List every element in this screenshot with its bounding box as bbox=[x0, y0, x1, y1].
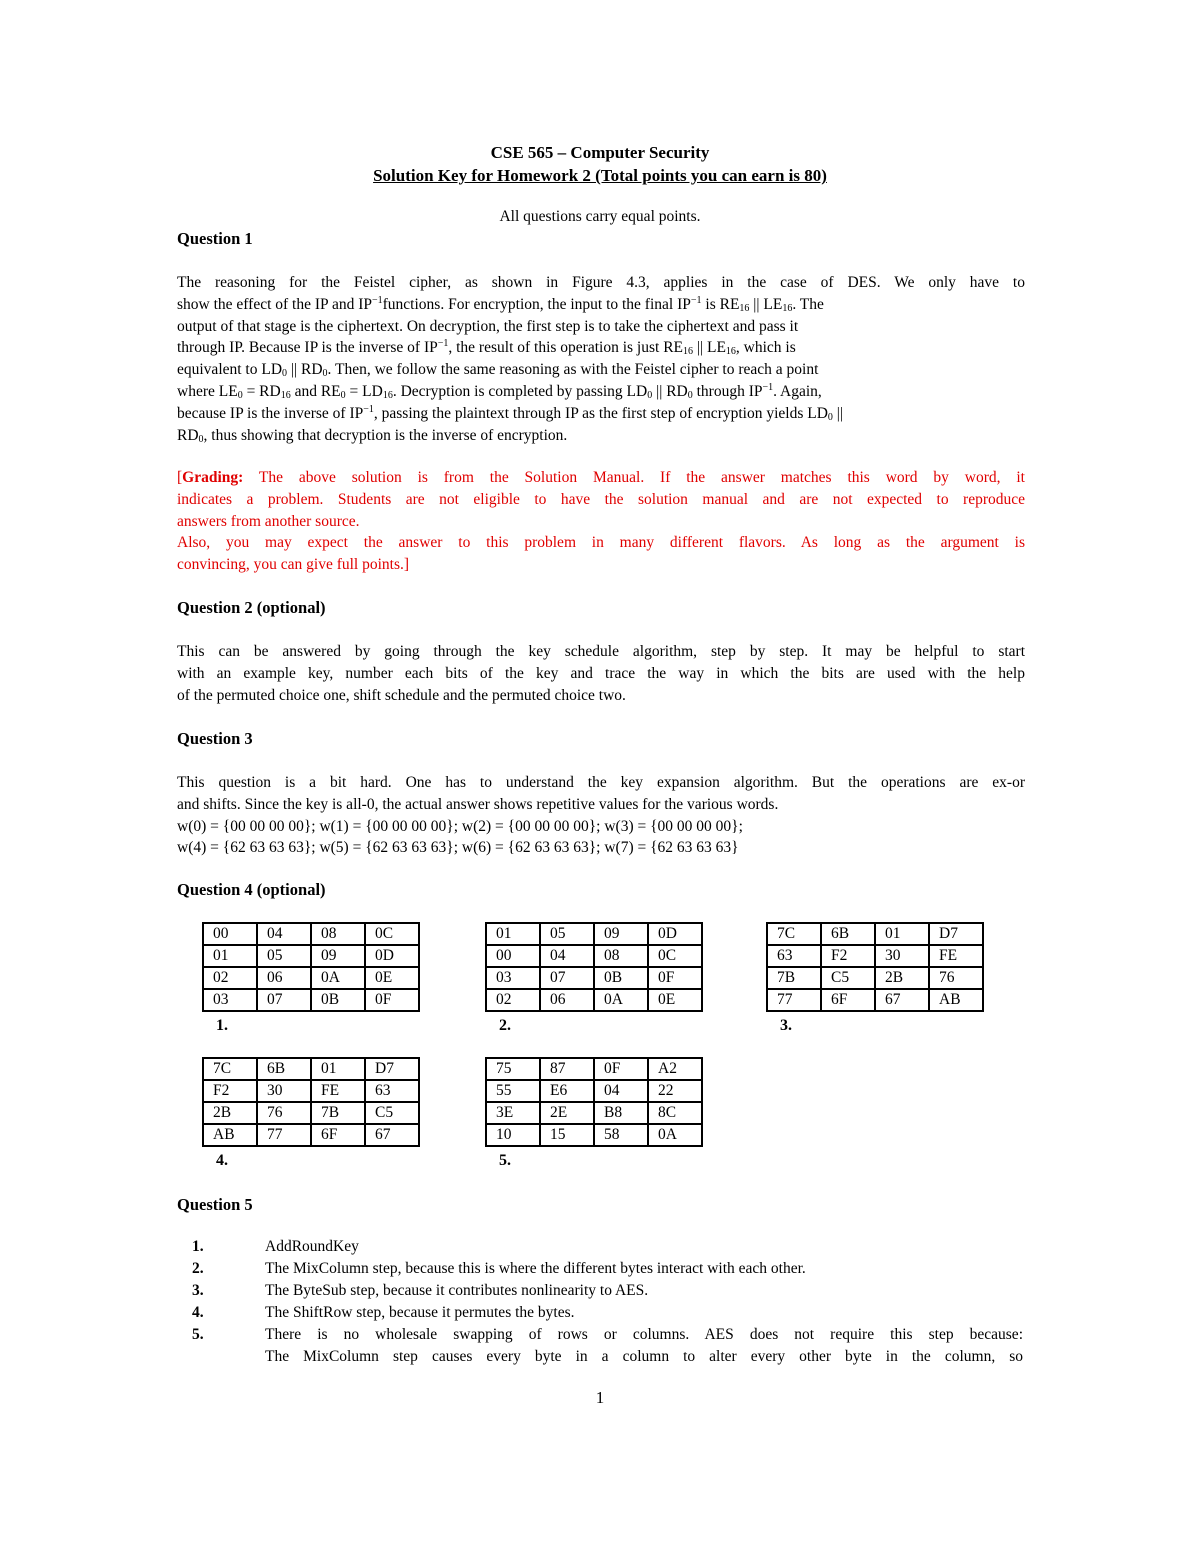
table-cell: D7 bbox=[930, 924, 982, 944]
table-cell: 75 bbox=[487, 1059, 539, 1079]
table-cell: 01 bbox=[312, 1059, 364, 1079]
course-title: CSE 565 – Computer Security bbox=[490, 143, 710, 162]
table-cell: 08 bbox=[595, 946, 647, 966]
table-cell: 0C bbox=[649, 946, 701, 966]
q2-line: This can be answered by going through the key schedule algorithm, step by step. It may be helpful to start bbox=[177, 643, 1025, 660]
table-cell: 08 bbox=[312, 924, 364, 944]
table-row bbox=[204, 1081, 418, 1101]
table-cell: 7B bbox=[768, 968, 820, 988]
document-subtitle: Solution Key for Homework 2 (Total points you can earn is 80) bbox=[373, 166, 827, 185]
table-cell: 0F bbox=[649, 968, 701, 988]
table-row bbox=[204, 946, 418, 966]
table-cell: 15 bbox=[541, 1125, 593, 1145]
q1-line: output of that stage is the ciphertext. On decryption, the first step is to take the ciphertext and pass it bbox=[177, 317, 799, 335]
table-cell: 0A bbox=[312, 968, 364, 988]
matrix-table-2 bbox=[485, 922, 703, 1012]
table-cell: 22 bbox=[649, 1081, 701, 1101]
matrix-table-5 bbox=[485, 1057, 703, 1147]
table-cell: 0E bbox=[649, 990, 701, 1010]
table-row bbox=[487, 1125, 701, 1145]
table-cell: FE bbox=[312, 1081, 364, 1101]
table-cell: 0A bbox=[595, 990, 647, 1010]
table-label: 4. bbox=[216, 1152, 228, 1169]
table-cell: 00 bbox=[204, 924, 256, 944]
table-row bbox=[204, 924, 418, 944]
grading-line: answers from another source. bbox=[177, 512, 360, 530]
table-cell: 3E bbox=[487, 1103, 539, 1123]
table-row bbox=[487, 968, 701, 988]
matrix-table-3 bbox=[766, 922, 984, 1012]
matrix-table-1 bbox=[202, 922, 420, 1012]
table-cell: 01 bbox=[876, 924, 928, 944]
table-row bbox=[204, 1125, 418, 1145]
table-cell: AB bbox=[204, 1125, 256, 1145]
q1-line: $RD_0$, thus showing that decryption is the inverse of encryption. bbox=[177, 426, 568, 445]
table-cell: 0E bbox=[366, 968, 418, 988]
table-row bbox=[204, 1059, 418, 1079]
table-row bbox=[487, 946, 701, 966]
table-cell: 7C bbox=[204, 1059, 256, 1079]
table-cell: 03 bbox=[204, 990, 256, 1010]
table-cell: 0B bbox=[595, 968, 647, 988]
table-cell: 76 bbox=[930, 968, 982, 988]
q1-line: where $LE_0 = RD_{16}$ and $RE_0 = LD_{16}$. Decryption is completed by passing $LD_0$ || $RD_0$ through $IP^{-1}$. Again, bbox=[177, 381, 822, 401]
table-cell: 02 bbox=[487, 990, 539, 1010]
table-cell: F2 bbox=[204, 1081, 256, 1101]
table-cell: B8 bbox=[595, 1103, 647, 1123]
table-cell: 67 bbox=[366, 1125, 418, 1145]
table-cell: 2B bbox=[204, 1103, 256, 1123]
table-cell: 30 bbox=[258, 1081, 310, 1101]
list-item: 2. The MixColumn step, because this is where the different bytes interact with each other. bbox=[192, 1260, 806, 1277]
question-2-heading: Question 2 (optional) bbox=[177, 598, 326, 617]
table-cell: 01 bbox=[204, 946, 256, 966]
q1-line: The reasoning for the Feistel cipher, as shown in Figure 4.3, applies in the case of DES. We only have to bbox=[177, 274, 1025, 291]
list-item: 4. The ShiftRow step, because it permutes the bytes. bbox=[192, 1304, 575, 1321]
q1-line: because IP is the inverse of $IP^{-1}$, passing the plaintext through IP as the first step of encryption yields $LD_0$ || bbox=[177, 403, 843, 423]
table-cell: 10 bbox=[487, 1125, 539, 1145]
matrix-table-4 bbox=[202, 1057, 420, 1147]
list-item: 3. The ByteSub step, because it contributes nonlinearity to AES. bbox=[192, 1282, 649, 1299]
table-cell: 00 bbox=[487, 946, 539, 966]
table-cell: 6F bbox=[822, 990, 874, 1010]
table-row bbox=[768, 946, 982, 966]
q3-line: and shifts. Since the key is all-0, the actual answer shows repetitive values for the various words. bbox=[177, 795, 779, 813]
table-cell: 0C bbox=[366, 924, 418, 944]
table-cell: 04 bbox=[595, 1081, 647, 1101]
points-note: All questions carry equal points. bbox=[499, 208, 701, 225]
q2-line: of the permuted choice one, shift schedule and the permuted choice two. bbox=[177, 686, 626, 704]
table-cell: 87 bbox=[541, 1059, 593, 1079]
table-cell: 03 bbox=[487, 968, 539, 988]
q1-line: show the effect of the IP and $IP^{-1}functions$. For encryption, the input to the final $IP^{-1}$ is $RE_{16}$ || $LE_{16}$. The bbox=[177, 294, 824, 314]
table-cell: 0A bbox=[649, 1125, 701, 1145]
list-item: 5. There is no wholesale swapping of rows or columns. AES does not require this step because: bbox=[192, 1326, 1023, 1343]
table-cell: FE bbox=[930, 946, 982, 966]
q3-line: This question is a bit hard. One has to understand the key expansion algorithm. But the operations are ex-or bbox=[177, 774, 1025, 791]
table-cell: 6B bbox=[822, 924, 874, 944]
table-cell: 06 bbox=[258, 968, 310, 988]
list-item: 1. AddRoundKey bbox=[192, 1238, 359, 1255]
table-row bbox=[487, 924, 701, 944]
table-row bbox=[768, 990, 982, 1010]
table-label: 3. bbox=[780, 1017, 792, 1034]
q1-line: through IP. Because IP is the inverse of $IP^{-1}$, the result of this operation is just $RE_{16}$ || $LE_{16}$, which is bbox=[177, 338, 796, 358]
table-cell: 05 bbox=[258, 946, 310, 966]
table-cell: 07 bbox=[541, 968, 593, 988]
table-cell: 01 bbox=[487, 924, 539, 944]
table-cell: 05 bbox=[541, 924, 593, 944]
table-cell: 02 bbox=[204, 968, 256, 988]
grading-line: indicates a problem. Students are not eligible to have the solution manual and are not expected to reproduce bbox=[177, 490, 1025, 508]
q1-line: equivalent to $LD_0$ || $RD_0$. Then, we follow the same reasoning as with the Feistel cipher to reach a point bbox=[177, 361, 819, 380]
table-cell: 0D bbox=[366, 946, 418, 966]
question-5-list bbox=[192, 1236, 1023, 1368]
table-row bbox=[768, 968, 982, 988]
table-cell: 0F bbox=[595, 1059, 647, 1079]
table-cell: 09 bbox=[595, 924, 647, 944]
q3-line: w(4) = {62 63 63 63}; w(5) = {62 63 63 63}; w(6) = {62 63 63 63}; w(7) = {62 63 63 63} bbox=[177, 839, 739, 857]
table-cell: 0F bbox=[366, 990, 418, 1010]
question-4-heading: Question 4 (optional) bbox=[177, 880, 326, 899]
table-row bbox=[487, 1081, 701, 1101]
table-cell: 8C bbox=[649, 1103, 701, 1123]
table-row bbox=[204, 1103, 418, 1123]
table-cell: 77 bbox=[768, 990, 820, 1010]
table-cell: E6 bbox=[541, 1081, 593, 1101]
q2-line: with an example key, number each bits of the key and trace the way in which the bits are used with the help bbox=[177, 664, 1025, 682]
grading-line: convincing, you can give full points.] bbox=[177, 556, 410, 574]
table-row bbox=[487, 990, 701, 1010]
grading-line: [Grading: The above solution is from the Solution Manual. If the answer matches this word by word, it bbox=[177, 469, 1025, 486]
q3-line: w(0) = {00 00 00 00}; w(1) = {00 00 00 00}; w(2) = {00 00 00 00}; w(3) = {00 00 00 00}; bbox=[177, 817, 743, 835]
page-number: 1 bbox=[595, 1388, 605, 1407]
table-label: 5. bbox=[499, 1152, 511, 1169]
question-3-answer bbox=[177, 772, 1025, 859]
table-cell: 63 bbox=[366, 1081, 418, 1101]
table-cell: 76 bbox=[258, 1103, 310, 1123]
grading-line: Also, you may expect the answer to this problem in many different flavors. As long as the argument is bbox=[177, 534, 1025, 552]
table-cell: 09 bbox=[312, 946, 364, 966]
question-3-heading: Question 3 bbox=[177, 729, 253, 748]
table-cell: 30 bbox=[876, 946, 928, 966]
question-5-heading: Question 5 bbox=[177, 1195, 253, 1214]
table-cell: 2E bbox=[541, 1103, 593, 1123]
table-cell: 58 bbox=[595, 1125, 647, 1145]
table-cell: 63 bbox=[768, 946, 820, 966]
table-cell: 0B bbox=[312, 990, 364, 1010]
table-row bbox=[768, 924, 982, 944]
table-row bbox=[487, 1103, 701, 1123]
table-cell: 0D bbox=[649, 924, 701, 944]
question-1-answer bbox=[177, 272, 1025, 446]
table-row bbox=[487, 1059, 701, 1079]
table-cell: 67 bbox=[876, 990, 928, 1010]
grading-note bbox=[177, 467, 1025, 576]
question-2-answer bbox=[177, 641, 1025, 706]
table-cell: A2 bbox=[649, 1059, 701, 1079]
table-cell: D7 bbox=[366, 1059, 418, 1079]
table-row bbox=[204, 990, 418, 1010]
table-label: 1. bbox=[216, 1017, 228, 1034]
table-cell: 77 bbox=[258, 1125, 310, 1145]
table-row bbox=[204, 968, 418, 988]
table-cell: 04 bbox=[258, 924, 310, 944]
question-1-heading: Question 1 bbox=[177, 229, 253, 248]
table-cell: C5 bbox=[366, 1103, 418, 1123]
table-cell: 6B bbox=[258, 1059, 310, 1079]
table-label: 2. bbox=[499, 1017, 511, 1034]
table-cell: 04 bbox=[541, 946, 593, 966]
list-item: The MixColumn step causes every byte in a column to alter every other byte in the column, so bbox=[265, 1348, 1023, 1365]
table-cell: 2B bbox=[876, 968, 928, 988]
table-cell: F2 bbox=[822, 946, 874, 966]
table-cell: 06 bbox=[541, 990, 593, 1010]
table-cell: 6F bbox=[312, 1125, 364, 1145]
table-cell: 7C bbox=[768, 924, 820, 944]
table-cell: 55 bbox=[487, 1081, 539, 1101]
table-cell: C5 bbox=[822, 968, 874, 988]
table-cell: 7B bbox=[312, 1103, 364, 1123]
table-cell: 07 bbox=[258, 990, 310, 1010]
table-cell: AB bbox=[930, 990, 982, 1010]
